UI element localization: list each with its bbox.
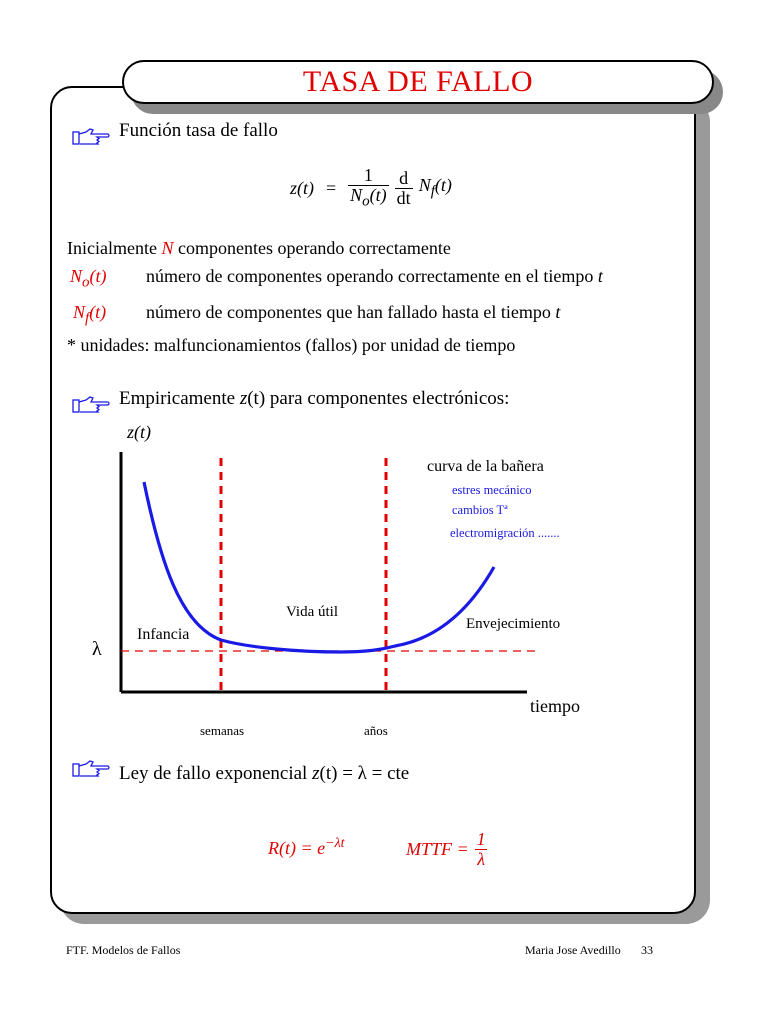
- formula-mttf: [406, 830, 488, 869]
- footer-left: FTF. Modelos de Fallos: [66, 943, 181, 957]
- tick-weeks: semanas: [200, 723, 245, 738]
- mttf-fraction: [475, 830, 488, 869]
- s3-post: = λ = cte: [337, 763, 410, 784]
- footer-author: Maria Jose Avedillo: [525, 943, 621, 957]
- formula1-nf-arg: (t): [434, 175, 452, 196]
- bathtub-curve: [144, 482, 494, 652]
- nf-symbol: N: [73, 302, 86, 322]
- region-infancy: Infancia: [137, 626, 190, 643]
- lambda-label: λ: [92, 638, 102, 660]
- intro-var: N: [161, 238, 174, 258]
- mttf-num: 1: [476, 829, 486, 849]
- footer-page: 33: [641, 943, 653, 957]
- s3-arg: (t): [319, 763, 338, 784]
- r-exp: −λt: [325, 836, 345, 851]
- region-useful-life: Vida útil: [286, 604, 339, 620]
- formula1-nf: N: [418, 175, 431, 196]
- note-temp: cambios Tª: [452, 503, 508, 517]
- def-nf-var: t: [555, 302, 561, 322]
- nf-sub: f: [85, 310, 90, 327]
- section3-heading: [119, 763, 409, 785]
- chart-ylabel: [127, 422, 151, 443]
- s2-post: para componentes electrónicos:: [265, 388, 510, 409]
- intro-post: componentes operando correctamente: [173, 238, 451, 258]
- note-electromigration: electromigración .......: [450, 526, 560, 540]
- nf-arg: (t): [89, 302, 107, 322]
- formula1-num: 1: [363, 165, 373, 185]
- formula1-deriv-den: dt: [396, 187, 411, 208]
- s2-arg: (t): [247, 388, 266, 409]
- formula1-den: N: [350, 184, 363, 205]
- tick-years: años: [364, 723, 388, 738]
- s3-var: z: [312, 763, 320, 784]
- def-no-var: t: [597, 266, 603, 286]
- note-stress: estres mecánico: [452, 483, 532, 497]
- s3-pre: Ley de fallo exponencial: [119, 763, 313, 784]
- intro-pre: Inicialmente: [67, 238, 162, 258]
- no-arg: (t): [89, 266, 107, 286]
- s2-var: z: [239, 388, 248, 409]
- region-aging: Envejecimiento: [466, 616, 561, 632]
- page-title: TASA DE FALLO: [302, 65, 534, 98]
- units-line: * unidades: malfuncionamientos (fallos) por unidad de tiempo: [67, 335, 516, 355]
- formula1-deriv-num: d: [399, 167, 409, 188]
- def-nf-text: número de componentes que han fallado hasta el tiempo: [146, 302, 556, 322]
- mttf-lhs: MTTF =: [406, 838, 469, 859]
- no-symbol: N: [70, 266, 83, 286]
- section1-heading: Función tasa de fallo: [119, 120, 278, 141]
- pointing-hand-icon: [72, 758, 112, 780]
- mttf-den: λ: [477, 848, 486, 869]
- formula-reliability: [268, 836, 345, 859]
- chart-xlabel: tiempo: [530, 696, 580, 716]
- r-lhs: R(t) = e: [268, 838, 326, 858]
- s2-pre: Empiricamente: [119, 388, 240, 409]
- curve-title: curva de la bañera: [427, 458, 544, 475]
- formula1-den-arg: (t): [369, 184, 387, 205]
- formula1-eq: =: [326, 177, 337, 198]
- formula1-den-sub: o: [362, 193, 370, 210]
- no-sub: o: [82, 274, 90, 291]
- formula1-lhs: z(t): [290, 177, 314, 198]
- formula1-nf-sub: f: [430, 183, 435, 200]
- def-no-text: número de componentes operando correctamente en el tiempo: [146, 266, 598, 286]
- ylabel-text: z(t): [127, 422, 151, 442]
